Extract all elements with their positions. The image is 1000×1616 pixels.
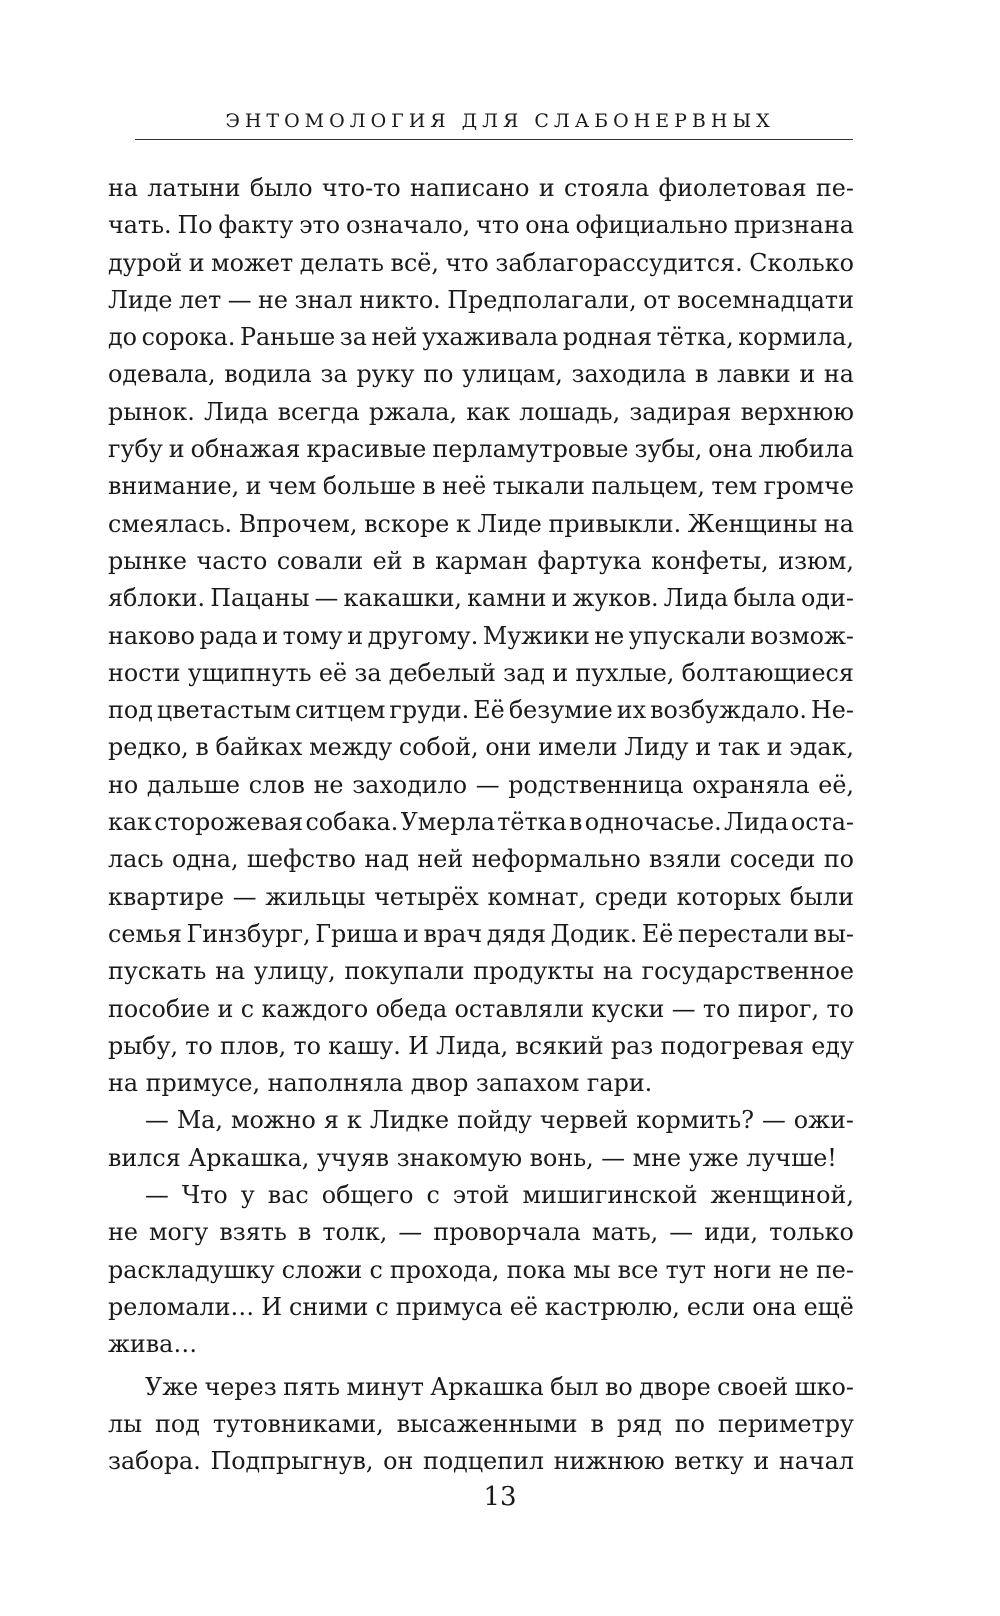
- header-rule: [135, 139, 853, 140]
- text-line: забора. Подпрыгнув, он подцепил нижнюю ветку и начал: [108, 1447, 854, 1476]
- text-line: но дальше слов не заходило — родственница охраняла её,: [108, 770, 854, 799]
- text-line: вился Аркашка, учуяв знакомую вонь, — мне уже лучше!: [108, 1143, 837, 1172]
- text-line: лы под тутовниками, высаженными в ряд по периметру: [108, 1409, 854, 1438]
- text-line: чать. По факту это означало, что она официально признана: [108, 211, 854, 240]
- text-line: реломали… И сними с примуса её кастрюлю, если она ещё: [108, 1292, 854, 1321]
- text-line: ности ущипнуть её за дебелый зад и пухлые, болтающиеся: [108, 658, 854, 687]
- text-line: раскладушку сложи с прохода, пока мы все тут ноги не пе-: [108, 1255, 854, 1284]
- text-line: на латыни было что-то написано и стояла фиолетовая пе-: [108, 174, 854, 202]
- text-line: пускать на улицу, покупали продукты на государственное: [108, 957, 854, 986]
- text-line: как сторожевая собака. Умерла тётка в одночасье. Лида оста-: [108, 808, 854, 837]
- text-line: Лиде лет — не знал никто. Предполагали, от восемнадцати: [108, 285, 854, 314]
- text-line: редко, в байках между собой, они имели Лиду и так и эдак,: [108, 733, 854, 762]
- text-line: смеялась. Впрочем, вскоре к Лиде привыкли. Женщины на: [108, 509, 854, 538]
- text-line: дурой и может делать всё, что заблагорассудится. Сколько: [108, 248, 854, 277]
- body-text: [108, 170, 854, 1480]
- text-line: под цветастым ситцем груди. Её безумие их возбуждало. Не-: [108, 696, 854, 725]
- text-line: яблоки. Пацаны — какашки, камни и жуков. Лида была оди-: [108, 584, 854, 613]
- text-line: внимание, и чем больше в неё тыкали пальцем, тем громче: [108, 472, 854, 501]
- text-line: рыбу, то плов, то кашу. И Лида, всякий раз подогревая еду: [108, 1031, 854, 1060]
- text-line: рынке часто совали ей в карман фартука конфеты, изюм,: [108, 546, 854, 575]
- text-line: до сорока. Раньше за ней ухаживала родная тётка, кормила,: [108, 323, 854, 352]
- text-line: пособие и с каждого обеда оставляли куски — то пирог, то: [108, 994, 854, 1023]
- text-line: Уже через пять минут Аркашка был во дворе своей шко-: [145, 1372, 854, 1401]
- text-line: лась одна, шефство над ней неформально взяли соседи по: [108, 845, 854, 874]
- text-line: на примусе, наполняла двор запахом гари.: [108, 1069, 653, 1098]
- text-line: губу и обнажая красивые перламутровые зубы, она любила: [108, 435, 854, 464]
- text-line: жива…: [108, 1330, 198, 1359]
- text-line: одевала, водила за руку по улицам, заходила в лавки и на: [108, 360, 854, 389]
- text-line: семья Гинзбург, Гриша и врач дядя Додик. Её перестали вы-: [108, 919, 854, 948]
- text-line: квартире — жильцы четырёх комнат, среди которых были: [108, 882, 854, 911]
- text-line: — Ма, можно я к Лидке пойду червей кормить? — ожи-: [145, 1106, 854, 1135]
- text-line: — Что у вас общего с этой мишигинской женщиной,: [145, 1181, 854, 1210]
- text-line: рынок. Лида всегда ржала, как лошадь, задирая верхнюю: [108, 397, 854, 426]
- page-number: 13: [483, 1482, 517, 1512]
- running-head: ЭНТОМОЛОГИЯ ДЛЯ СЛАБОНЕРВНЫХ: [225, 110, 775, 132]
- text-line: не могу взять в толк, — проворчала мать, — иди, только: [108, 1218, 854, 1247]
- text-line: наково рада и тому и другому. Мужики не упускали возмож-: [108, 621, 854, 650]
